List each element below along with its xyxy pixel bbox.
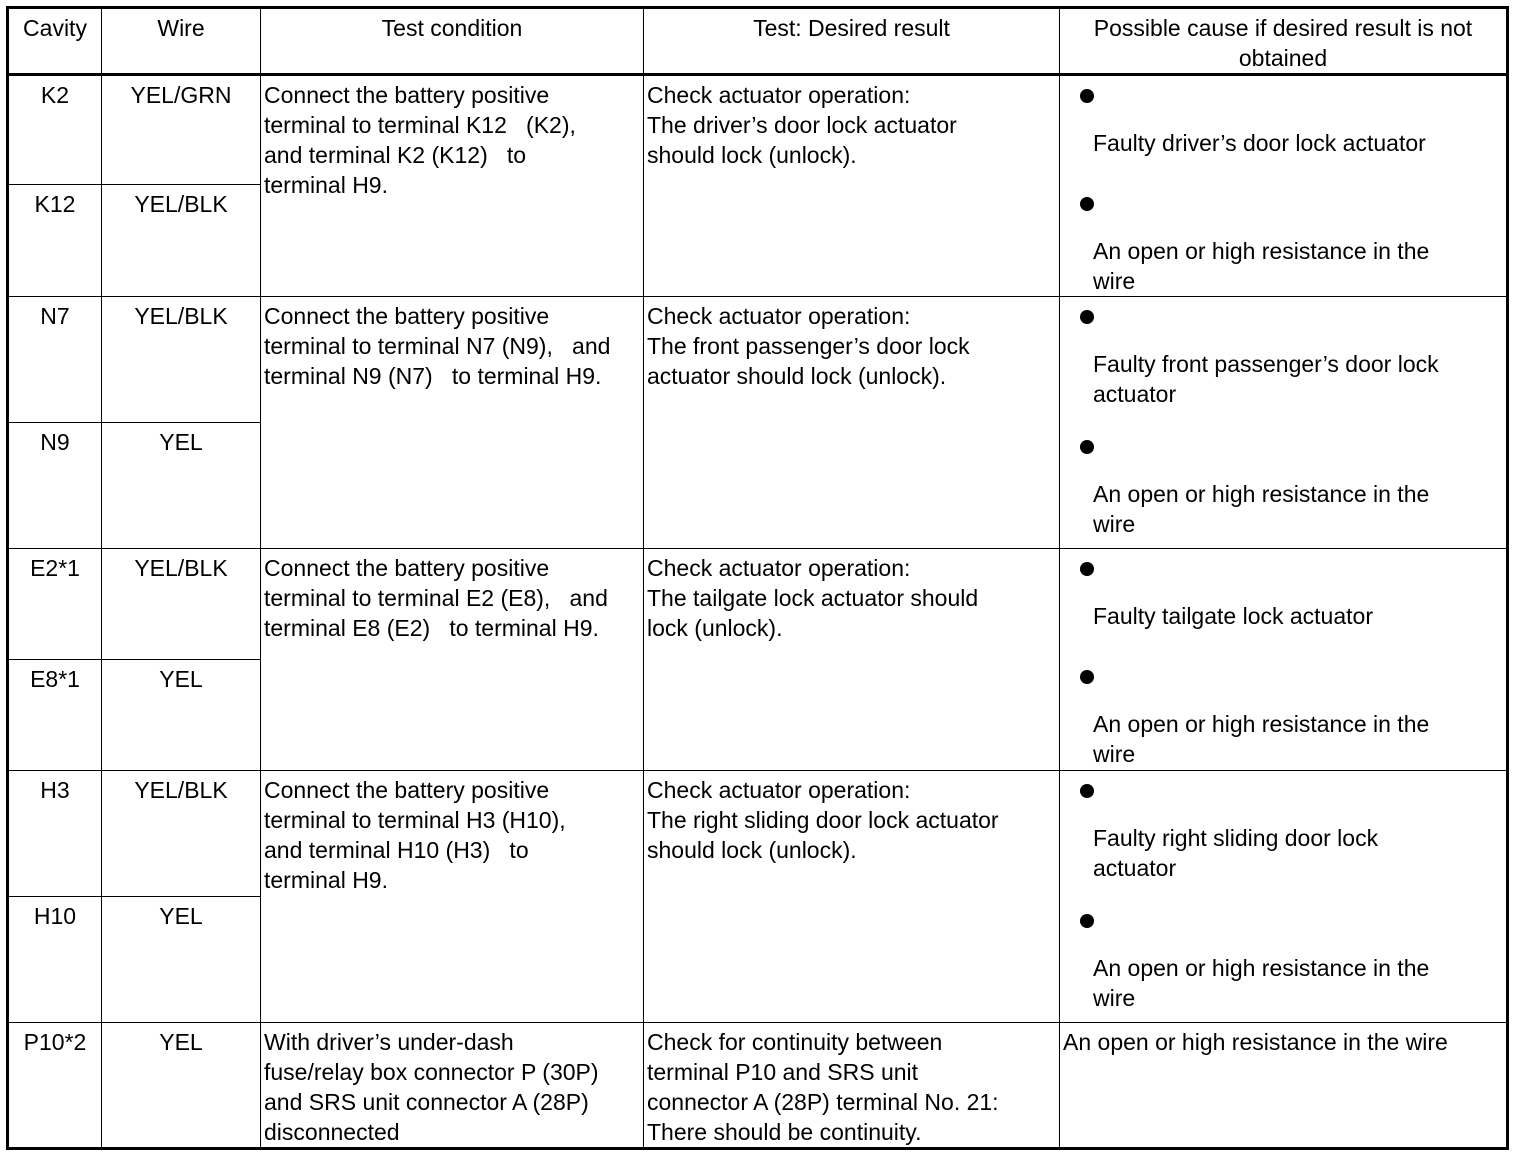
possible-cause-line: An open or high resistance in the [1093,711,1430,737]
cavity-cell: E2*1 [8,549,102,660]
possible-cause-line: Faulty front passenger’s door lock [1093,351,1439,377]
table-row [8,75,1508,185]
wire-cell: YEL/GRN [102,75,261,185]
cavity-cell: H3 [8,771,102,897]
bullet-icon [1080,310,1094,324]
test-condition-line: terminal H9. [264,172,388,198]
header-possible-cause-line1: Possible cause if desired result is not [1093,15,1473,41]
test-condition-line: terminal H9. [264,867,388,893]
test-condition-line: and SRS unit connector A (28P) [264,1089,589,1115]
wire-cell: YEL/BLK [102,549,261,660]
possible-cause-line: actuator [1093,381,1177,407]
possible-cause-line: wire [1093,511,1136,537]
test-condition-line: disconnected [264,1119,400,1145]
possible-cause-item [1080,914,1502,1013]
desired-result-cell [644,1023,1060,1149]
possible-cause-line: An open or high resistance in the [1093,955,1430,981]
wire-cell: YEL [102,897,261,1023]
test-condition-line: Connect the battery positive [264,303,550,329]
possible-cause-cell [1060,75,1508,297]
diagnostic-table [6,6,1509,1150]
header-desired-result: Test: Desired result [644,8,1060,75]
desired-result-line: Check actuator operation: [647,777,911,803]
table-body [8,75,1508,1149]
test-condition-line: and terminal K2 (K12) to [264,142,527,168]
cavity-cell: K12 [8,185,102,297]
table-row [8,1023,1508,1149]
cavity-cell: N7 [8,297,102,423]
possible-cause-item [1080,670,1502,769]
table-row [8,771,1508,897]
bullet-icon [1080,197,1094,211]
possible-cause-item [1080,89,1502,188]
header-row [8,8,1508,75]
test-condition-line: and terminal H10 (H3) to [264,837,529,863]
test-condition-line: terminal to terminal N7 (N9), and [264,333,611,359]
header-possible-cause-line2: obtained [1238,45,1328,71]
test-condition-line: Connect the battery positive [264,777,550,803]
desired-result-line: should lock (unlock). [647,142,857,168]
possible-cause-line: wire [1093,741,1136,767]
bullet-icon [1080,784,1094,798]
desired-result-line: The driver’s door lock actuator [647,112,957,138]
bullet-icon [1080,440,1094,454]
possible-cause-item [1080,310,1502,431]
desired-result-line: actuator should lock (unlock). [647,363,947,389]
test-condition-line: With driver’s under-dash [264,1029,514,1055]
possible-cause-line: wire [1093,985,1136,1011]
desired-result-line: Check actuator operation: [647,303,911,329]
header-wire: Wire [102,8,261,75]
test-condition-line: terminal to terminal E2 (E8), and [264,585,608,611]
cavity-cell: E8*1 [8,660,102,771]
possible-cause-item [1080,562,1502,661]
desired-result-cell [644,549,1060,771]
possible-cause-line: actuator [1093,855,1177,881]
possible-cause-line: An open or high resistance in the [1093,238,1430,264]
header-test-condition: Test condition [261,8,644,75]
possible-cause-line: Faulty right sliding door lock [1093,825,1379,851]
bullet-icon [1080,914,1094,928]
possible-cause-line: wire [1093,268,1136,294]
wire-cell: YEL/BLK [102,297,261,423]
desired-result-line: connector A (28P) terminal No. 21: [647,1089,999,1115]
possible-cause-cell [1060,297,1508,549]
possible-cause-cell [1060,549,1508,771]
test-condition-cell [261,1023,644,1149]
possible-cause-cell [1060,771,1508,1023]
desired-result-line: should lock (unlock). [647,837,857,863]
desired-result-line: The tailgate lock actuator should [647,585,979,611]
test-condition-cell [261,75,644,297]
bullet-icon [1080,562,1094,576]
possible-cause-line: Faulty tailgate lock actuator [1093,603,1373,629]
wire-cell: YEL/BLK [102,185,261,297]
cavity-cell: K2 [8,75,102,185]
test-condition-cell [261,771,644,1023]
desired-result-line: The right sliding door lock actuator [647,807,999,833]
wire-cell: YEL/BLK [102,771,261,897]
test-condition-line: terminal N9 (N7) to terminal H9. [264,363,602,389]
test-condition-line: Connect the battery positive [264,82,550,108]
possible-cause-cell: An open or high resistance in the wire [1060,1023,1508,1149]
header-possible-cause [1060,8,1508,75]
possible-cause-line: An open or high resistance in the [1093,481,1430,507]
desired-result-line: There should be continuity. [647,1119,922,1145]
test-condition-line: terminal to terminal H3 (H10), [264,807,566,833]
desired-result-line: terminal P10 and SRS unit [647,1059,919,1085]
header-cavity: Cavity [8,8,102,75]
desired-result-line: lock (unlock). [647,615,783,641]
test-condition-line: fuse/relay box connector P (30P) [264,1059,599,1085]
desired-result-line: The front passenger’s door lock [647,333,970,359]
test-condition-cell [261,549,644,771]
test-condition-line: Connect the battery positive [264,555,550,581]
wire-cell: YEL [102,660,261,771]
test-condition-cell [261,297,644,549]
desired-result-line: Check actuator operation: [647,82,911,108]
possible-cause-item [1080,440,1502,539]
wire-cell: YEL [102,423,261,549]
bullet-icon [1080,89,1094,103]
possible-cause-line: Faulty driver’s door lock actuator [1093,130,1426,156]
wire-cell: YEL [102,1023,261,1149]
cavity-cell: N9 [8,423,102,549]
test-condition-line: terminal E8 (E2) to terminal H9. [264,615,599,641]
possible-cause-item [1080,197,1502,296]
cavity-cell: H10 [8,897,102,1023]
desired-result-cell [644,297,1060,549]
table-row [8,549,1508,660]
desired-result-cell [644,771,1060,1023]
desired-result-line: Check for continuity between [647,1029,943,1055]
cavity-cell: P10*2 [8,1023,102,1149]
possible-cause-item [1080,784,1502,905]
table-row [8,297,1508,423]
desired-result-cell [644,75,1060,297]
bullet-icon [1080,670,1094,684]
desired-result-line: Check actuator operation: [647,555,911,581]
test-condition-line: terminal to terminal K12 (K2), [264,112,576,138]
